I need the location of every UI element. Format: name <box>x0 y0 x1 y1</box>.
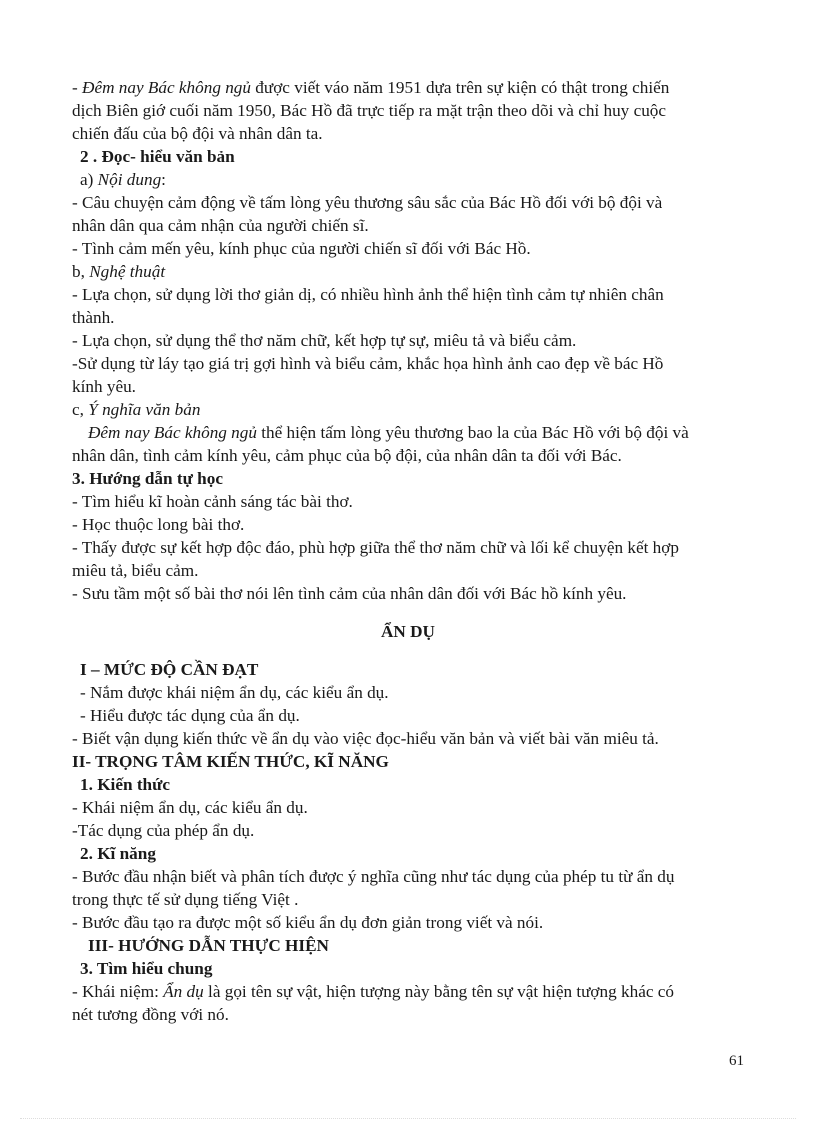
text-line: chiến đấu của bộ đội và nhân dân ta. <box>72 124 323 143</box>
text-line: thành. <box>72 308 115 327</box>
text-line: - Nắm được khái niệm ẩn dụ, các kiểu ẩn dụ. <box>80 683 389 702</box>
poem-title: Đêm nay Bác không ngủ <box>82 78 251 97</box>
section-heading: II- TRỌNG TÂM KIẾN THỨC, KĨ NĂNG <box>72 752 389 771</box>
subheading: 2. Kĩ năng <box>80 844 156 863</box>
text-line: - Học thuộc long bài thơ. <box>72 515 245 534</box>
text-line: - Bước đầu nhận biết và phân tích được ý nghĩa cũng như tác dụng của phép tu từ ẩn dụ <box>72 867 675 886</box>
subheading: 1. Kiến thức <box>80 775 171 794</box>
text-line: - Sưu tầm một số bài thơ nói lên tình cảm của nhân dân đối với Bác hồ kính yêu. <box>72 584 627 603</box>
text-line: nét tương đồng với nó. <box>72 1005 229 1024</box>
section-heading: 3. Hướng dẫn tự học <box>72 469 223 488</box>
text-line: dịch Biên giớ cuối năm 1950, Bác Hồ đã trực tiếp ra mặt trận theo dõi và chỉ huy cuộc <box>72 101 667 120</box>
text-line: - Đêm nay Bác không ngủ được viết váo năm 1951 dựa trên sự kiện có thật trong chiến <box>72 78 670 97</box>
text-line: - Thấy được sự kết hợp độc đáo, phù hợp giữa thể thơ năm chữ và lối kể chuyện kết hợp <box>72 538 679 557</box>
section-heading: 2 . Đọc- hiểu văn bản <box>80 147 235 166</box>
text-line: - Khái niệm ẩn dụ, các kiểu ẩn dụ. <box>72 798 308 817</box>
text-line: - Tìm hiểu kĩ hoàn cảnh sáng tác bài thơ. <box>72 492 353 511</box>
text-line: - Biết vận dụng kiến thức về ẩn dụ vào việc đọc-hiểu văn bản và viết bài văn miêu tả. <box>72 729 659 748</box>
subheading: a) Nội dung: <box>80 170 166 189</box>
footer-divider <box>20 1118 796 1119</box>
subheading: b, Nghệ thuật <box>72 262 166 281</box>
text-line: - Câu chuyện cảm động về tấm lòng yêu thương sâu sắc của Bác Hồ đối với bộ đội và <box>72 193 663 212</box>
text-line: - Hiểu được tác dụng của ẩn dụ. <box>80 706 300 725</box>
page-title: ẨN DỤ <box>381 622 435 641</box>
text-line: Đêm nay Bác không ngủ thể hiện tấm lòng yêu thương bao la của Bác Hồ với bộ đội và <box>88 423 689 442</box>
section-heading: I – MỨC ĐỘ CẦN ĐẠT <box>80 660 259 679</box>
section-heading: III- HƯỚNG DẪN THỰC HIỆN <box>88 936 329 955</box>
text-line: nhân dân, tình cảm kính yêu, cảm phục của bộ đội, của nhân dân ta đối với Bác. <box>72 446 622 465</box>
text-line: kính yêu. <box>72 377 136 396</box>
subheading: 3. Tìm hiểu chung <box>80 959 213 978</box>
text-line: - Bước đầu tạo ra được một số kiểu ẩn dụ đơn giản trong viết và nói. <box>72 913 544 932</box>
text-line: - Khái niệm: Ẩn dụ là gọi tên sự vật, hiện tượng này bằng tên sự vật hiện tượng khác có <box>72 982 674 1001</box>
text-line: trong thực tế sử dụng tiếng Việt . <box>72 890 299 909</box>
text-line: - Tình cảm mến yêu, kính phục của người chiến sĩ đối với Bác Hồ. <box>72 239 531 258</box>
text-line: miêu tả, biểu cảm. <box>72 561 199 580</box>
text-line: - Lựa chọn, sử dụng thể thơ năm chữ, kết hợp tự sự, miêu tả và biểu cảm. <box>72 331 577 350</box>
text-line: - Lựa chọn, sử dụng lời thơ giản dị, có nhiều hình ảnh thể hiện tình cảm tự nhiên chân <box>72 285 664 304</box>
page-number: 61 <box>729 1053 744 1069</box>
text-line: -Sử dụng từ láy tạo giá trị gợi hình và biểu cảm, khắc họa hình ảnh cao đẹp về bác Hồ <box>72 354 664 373</box>
text-line: -Tác dụng của phép ẩn dụ. <box>72 821 255 840</box>
text-line: nhân dân qua cảm nhận của người chiến sĩ. <box>72 216 369 235</box>
subheading: c, Ý nghĩa văn bản <box>72 400 201 419</box>
document-body <box>72 76 744 1026</box>
